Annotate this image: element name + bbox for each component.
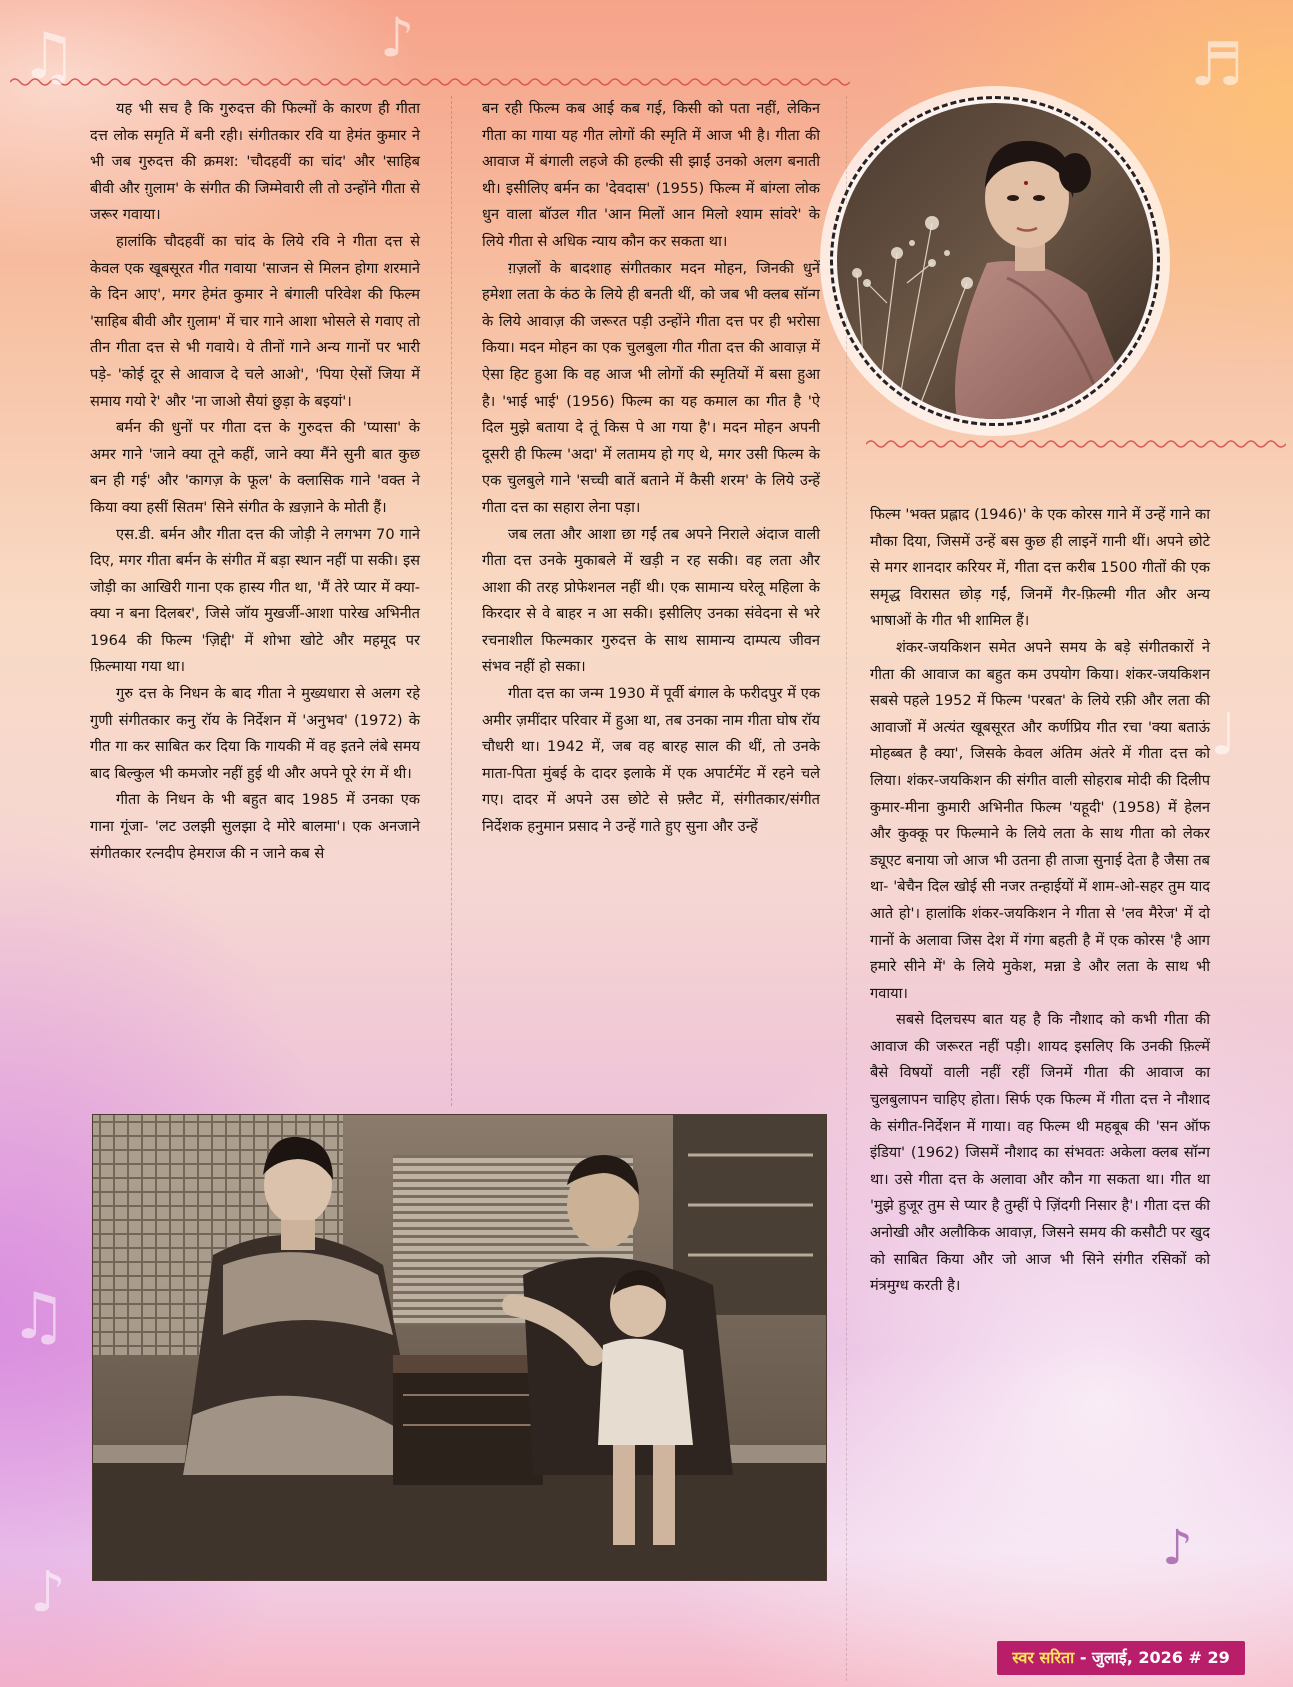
paragraph: शंकर-जयकिशन समेत अपने समय के बड़े संगीतकारों ने गीता की आवाज का बहुत कम उपयोग किया। शंकर-जयकिशन सबसे पहले 1952 में फिल्म 'परबत' के लिये रफ़ी और लता की आवाजों में अत्यंत खूबसूरत और कर्णप्रिय गीत रचा 'क्या बताऊं मोहब्बत है क्या', जिसके केवल अंतिम अंतरे में गीता दत्त को लिया। शंकर-जयकिशन की संगीत वाली सोहराब मोदी की दिलीप कुमार-मीना कुमारी अभिनीत फिल्म 'यहूदी' (1958) में हेलन और कुक्कू पर फिल्माने के लिये लता के साथ गीता को लेकर ड्यूएट बनाया जो आज भी उतना ही ताजा सुनाई देता है जैसा तब था- 'बेचैन दिल खोई सी नजर तन्हाईयों में शाम-ओ-सहर तुम याद आते हो'। हालांकि शंकर-जयकिशन ने गीता से 'लव मैरेज' में दो गानों के अलावा जिस देश में गंगा बहती है में एक कोरस 'है आग हमारे सीने में' के लिये मुकेश, मन्ना डे और लता के साथ भी गवाया। bbox=[870, 638, 1210, 1002]
paragraph: यह भी सच है कि गुरुदत्त की फिल्मों के कारण ही गीता दत्त लोक समृति में बनी रही। संगीतकार रवि या हेमंत कुमार ने भी जब गुरुदत्त की क्रमश: 'चौदहवीं का चांद' और 'साहिब बीवी और ग़ुलाम' के संगीत की जिम्मेवारी ली तो उन्होंने गीता से जरूर गवाया। bbox=[90, 100, 420, 224]
paragraph: गीता के निधन के भी बहुत बाद 1985 में उनका एक गाना गूंजा- 'लट उलझी सुलझा दे मोरे बालमा'। एक अनजाने संगीतकार रत्नदीप हेमराज की न जाने कब से bbox=[90, 791, 420, 862]
paragraph: गुरु दत्त के निधन के बाद गीता ने मुख्यधारा से अलग रहे गुणी संगीतकार कनु रॉय के निर्देशन में 'अनुभव' (1972) के गीत गा कर साबित कर दिया कि गायकी में वह इतने लंबे समय बाद बिल्कुल भी कमजोर नहीं हुई थी और अपने पूरे रंग में थी। bbox=[90, 685, 420, 782]
paragraph: फिल्म 'भक्त प्रह्लाद (1946)' के एक कोरस गाने में उन्हें गाने का मौका दिया, जिसमें उन्हें बस कुछ ही लाइनें गानी थीं। अपने छोटे से मगर शानदार करियर में, गीता दत्त करीब 1500 गीतों की एक समृद्ध विरासत छोड़ गईं, जिनमें गैर-फ़िल्मी गीत और अन्य भाषाओं के गीत भी शामिल हैं। bbox=[870, 506, 1210, 630]
group-photo-image bbox=[93, 1115, 827, 1581]
paragraph: सबसे दिलचस्प बात यह है कि नौशाद को कभी गीता की आवाज की जरूरत नहीं पड़ी। शायद इसलिए कि उनकी फ़िल्में बैसे विषयों वाली नहीं रहीं जिनमें गीता की आवाज का चुलबुलापन चाहिए होता। सिर्फ एक फिल्म में गीता दत्त ने नौशाद के संगीत-निर्देशन में गाया। वह फिल्म थी महबूब की 'सन ऑफ इंडिया' (1962) जिसमें नौशाद का संभवतः अकेला क्लब सॉन्ग था। उसे गीता दत्त के अलावा और कौन गा सकता था। गीत था 'मुझे हुजूर तुम से प्यार है तुम्हीं पे ज़िंदगी निसार है'। गीता दत्त की अनोखी और अलौकिक आवाज़, जिसने समय की कसौटी पर खुद को साबित किया और जो आज भी सिने संगीत रसिकों को मंत्रमुग्ध करती है। bbox=[870, 1011, 1210, 1295]
paragraph: ग़ज़लों के बादशाह संगीतकार मदन मोहन, जिनकी धुनें हमेशा लता के कंठ के लिये ही बनती थीं, को जब भी क्लब सॉन्ग के लिये आवाज़ की जरूरत पड़ी उन्होंने गीता दत्त पर ही भरोसा किया। मदन मोहन का एक चुलबुला गीत गीता दत्त की आवाज़ में ऐसा हिट हुआ कि वह आज भी लोगों की स्मृतियों में बसा हुआ है। 'भाई भाई' (1956) फिल्म का यह कमाल का गीत है 'ऐ दिल मुझे बताया दे तूं किस पे आ गया है'। मदन मोहन अपनी दूसरी ही फिल्म 'अदा' में लतामय हो गए थे, मगर उसी फिल्म के एक चुलबुले गाने 'सच्ची बातें बताने में कैसी शरम' के लिये उन्हें गीता दत्त का सहारा लेना पड़ा। bbox=[482, 259, 820, 516]
page-footer bbox=[997, 1641, 1245, 1675]
paragraph: जब लता और आशा छा गईं तब अपने निराले अंदाज वाली गीता दत्त उनके मुकाबले में खड़ी न रह सकी। वह लता और आशा की तरह प्रोफेशनल नहीं थी। एक सामान्य घरेलू महिला के किरदार से वे बाहर न आ सकी। इसीलिए उनका संवेदना से भरे रचनाशील फिल्मकार गुरुदत्त के साथ सामान्य दाम्पत्य जीवन संभव नहीं हो सका। bbox=[482, 525, 820, 676]
issue-and-page: - जुलाई, 2026 # 29 bbox=[1074, 1648, 1230, 1667]
paragraph: बन रही फिल्म कब आई कब गई, किसी को पता नहीं, लेकिन गीता का गाया यह गीत लोगों की स्मृति में आज भी है। गीता की आवाज में बंगाली लहजे की हल्की सी झाईं उनको अलग बनाती थी। इसीलिए बर्मन का 'देवदास' (1955) फिल्म में बांग्ला लोक धुन वाला बॉउल गीत 'आन मिलों आन मिलो श्याम सांवरे' के लिये गीता से अधिक न्याय कौन कर सकता था। bbox=[482, 100, 820, 250]
music-note-icon: ♫ bbox=[20, 20, 78, 94]
music-note-icon: ♫ bbox=[10, 1280, 68, 1354]
magazine-name: स्वर सरिता bbox=[1012, 1648, 1075, 1667]
paragraph: गीता दत्त का जन्म 1930 में पूर्वी बंगाल के फरीदपुर में एक अमीर ज़मींदार परिवार में हुआ था, तब उनका नाम गीता घोष रॉय चौधरी था। 1942 में, जब वह बारह साल की थीं, तो उनके माता-पिता मुंबई के दादर इलाके में एक अपार्टमेंट में रहने चले गए। दादर में अपने उस छोटे से फ़्लैट में, संगीतकार/संगीत निर्देशक हनुमान प्रसाद ने उन्हें गाते हुए सुना और उन्हें bbox=[482, 685, 821, 836]
group-photo bbox=[92, 1114, 827, 1581]
paragraph: हालांकि चौदहवीं का चांद के लिये रवि ने गीता दत्त से केवल एक खूबसूरत गीत गवाया 'साजन से मिलन होगा शरमाने के दिन आए', मगर हेमंत कुमार ने बंगाली परिवेश की फिल्म 'साहिब बीवी और ग़ुलाम' में चार गाने आशा भोसले से गवाए तो तीन गीता दत्त से भी गवाये। ये तीनों गाने अन्य गानों पर भारी पड़े- 'कोई दूर से आवाज दे चले आओ', 'पिया ऐसों जिया में समाय गयो रे' और 'ना जाओ सैयां छुड़ा के बइयां'। bbox=[90, 232, 420, 410]
paragraph: बर्मन की धुनों पर गीता दत्त के गुरुदत्त की 'प्यासा' के अमर गाने 'जाने क्या तूने कहीं, जाने क्या मैंने सुनी बात कुछ बन ही गई' और 'कागज़ के फूल' के क्लासिक गाने 'वक्त ने किया क्या हसीं सितम' सिने संगीत के ख़ज़ाने के मोती हैं। bbox=[90, 419, 420, 516]
column-divider bbox=[451, 96, 452, 1106]
article-column-3 bbox=[870, 502, 1210, 1300]
music-note-icon: ♬ bbox=[1190, 30, 1244, 100]
column-divider bbox=[846, 96, 847, 1681]
wavy-divider-top bbox=[10, 74, 850, 90]
music-note-icon: ♪ bbox=[380, 6, 415, 69]
wavy-divider-right bbox=[866, 436, 1286, 452]
article-column-1 bbox=[90, 96, 420, 867]
music-note-icon: ♪ bbox=[30, 1560, 66, 1625]
article-column-2 bbox=[482, 96, 820, 841]
music-note-icon: ♪ bbox=[1162, 1520, 1193, 1576]
portrait-photo-image bbox=[837, 103, 1153, 419]
music-note-icon: ♩ bbox=[1210, 700, 1238, 768]
portrait-photo bbox=[837, 103, 1153, 419]
paragraph: एस.डी. बर्मन और गीता दत्त की जोड़ी ने लगभग 70 गाने दिए, मगर गीता बर्मन के संगीत में बड़ा स्थान नहीं पा सकी। इस जोड़ी का आखिरी गाना एक हास्य गीत था, 'मैं तेरे प्यार में क्या-क्या न बना दिलबर', जिसे जॉय मुखर्जी-आशा पारेख अभिनीत 1964 की फिल्म 'ज़िद्दी' में शोभा खोटे और महमूद पर फ़िल्माया गया था। bbox=[90, 525, 420, 676]
